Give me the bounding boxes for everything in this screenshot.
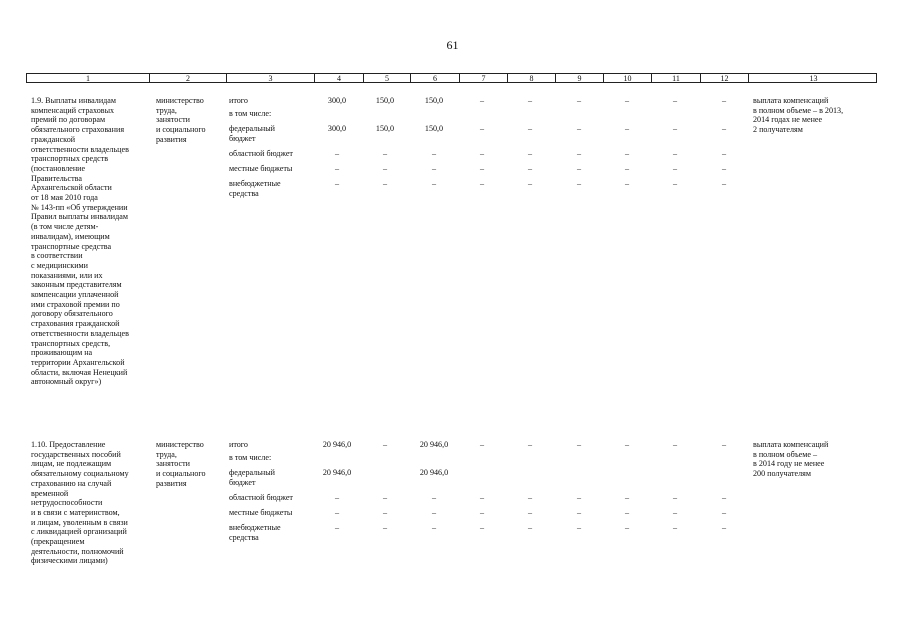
value-col-11: – <box>672 440 678 449</box>
value-col-4: – <box>334 508 340 517</box>
measure-name-line: и лицам, уволенным в связи <box>31 517 128 527</box>
funding-source-label: местные бюджеты <box>229 508 293 517</box>
measure-name-line: № 143-пп «Об утверждении <box>31 202 128 212</box>
value-col-9: – <box>576 179 582 188</box>
executor-line: и социального <box>156 125 206 135</box>
funding-source-label: внебюджетные <box>229 179 281 188</box>
value-col-7: – <box>479 149 485 158</box>
measure-name-line: с медицинскими <box>31 260 88 270</box>
column-number-8: 8 <box>508 74 556 82</box>
value-col-8: – <box>527 508 533 517</box>
value-col-9: – <box>576 96 582 105</box>
funding-source-label: бюджет <box>229 133 256 143</box>
value-col-11: – <box>672 179 678 188</box>
funding-source-label: в том числе: <box>229 109 272 118</box>
measure-name-line: договору обязательного <box>31 309 113 319</box>
column-number-3: 3 <box>227 74 315 82</box>
executor-line: министерство <box>156 440 204 449</box>
value-col-6: – <box>431 508 437 517</box>
value-col-10: – <box>624 179 630 188</box>
value-col-11: – <box>672 493 678 502</box>
value-col-11: – <box>672 96 678 105</box>
value-col-10: – <box>624 149 630 158</box>
executor-line: развития <box>156 478 187 488</box>
value-col-7: – <box>479 179 485 188</box>
executor-line: развития <box>156 134 187 144</box>
value-col-8: – <box>527 124 533 133</box>
value-col-8: – <box>527 149 533 158</box>
measure-name-line: лицам, не подлежащим <box>31 459 112 469</box>
measure-name-line: от 18 мая 2010 года <box>31 193 98 202</box>
measure-name-line: ими страховой премии по <box>31 299 120 309</box>
measure-name-line: (постановление <box>31 163 86 173</box>
measure-name-line: законным представителям <box>31 280 122 290</box>
value-col-12: – <box>721 179 727 188</box>
value-col-12: – <box>721 440 727 449</box>
value-col-8: – <box>527 440 533 449</box>
column-number-11: 11 <box>652 74 701 82</box>
funding-source-label: областной бюджет <box>229 149 293 158</box>
measure-name-line: временной <box>31 488 69 498</box>
measure-name-line: физическими лицами) <box>31 556 108 566</box>
value-col-11: – <box>672 164 678 173</box>
measure-name-line: с ликвидацией организаций <box>31 527 127 537</box>
value-col-6: – <box>431 523 437 532</box>
measure-name-line: гражданской <box>31 134 76 144</box>
page-number: 61 <box>446 38 459 52</box>
column-number-9: 9 <box>556 74 604 82</box>
column-number-10: 10 <box>604 74 652 82</box>
value-col-4: – <box>334 149 340 158</box>
funding-source-label: в том числе: <box>229 453 272 462</box>
measure-name-line: показаниями, или их <box>31 270 103 280</box>
value-col-10: – <box>624 508 630 517</box>
measure-name-line: 1.10. Предоставление <box>31 440 106 449</box>
value-col-5: – <box>382 164 388 173</box>
expected-result-line: 2 получателям <box>753 125 803 135</box>
measure-name-line: премий по договорам <box>31 115 106 125</box>
value-col-7: – <box>479 124 485 133</box>
value-col-8: – <box>527 523 533 532</box>
value-col-5: – <box>382 523 388 532</box>
funding-source-label: средства <box>229 188 259 198</box>
measure-name-line: обязательного страхования <box>31 125 125 135</box>
measure-name-line: (прекращением <box>31 537 85 546</box>
measure-name-line: инвалидам), имеющим <box>31 231 110 241</box>
measure-name-line: транспортные средства <box>31 241 112 251</box>
measure-name-line: транспортных средств <box>31 154 109 164</box>
value-col-6: – <box>431 149 437 158</box>
value-col-4: 300,0 <box>327 124 347 133</box>
value-col-8: – <box>527 493 533 502</box>
expected-result-line: выплата компенсаций <box>753 96 829 105</box>
expected-result-line: в полном объеме – <box>753 449 818 459</box>
measure-name-line: компенсаций страховых <box>31 105 115 115</box>
value-col-5: – <box>382 179 388 188</box>
value-col-9: – <box>576 440 582 449</box>
value-col-10: – <box>624 164 630 173</box>
measure-name-line: (в том числе детям- <box>31 222 99 232</box>
value-col-4: – <box>334 523 340 532</box>
value-col-9: – <box>576 493 582 502</box>
measure-name-line: компенсации уплаченной <box>31 290 119 299</box>
value-col-12: – <box>721 508 727 517</box>
executor-line: занятости <box>156 115 190 125</box>
executor-line: труда, <box>156 449 177 459</box>
value-col-5: 150,0 <box>375 124 395 133</box>
measure-name-line: Архангельской области <box>31 183 112 193</box>
column-number-6: 6 <box>411 74 460 82</box>
value-col-8: – <box>527 164 533 173</box>
expected-result-line: в 2014 году не менее <box>753 459 825 469</box>
column-number-2: 2 <box>150 74 227 82</box>
value-col-5: – <box>382 508 388 517</box>
value-col-9: – <box>576 523 582 532</box>
funding-source-label: областной бюджет <box>229 493 293 502</box>
column-number-13: 13 <box>809 74 818 83</box>
value-col-12: – <box>721 523 727 532</box>
value-col-5: – <box>382 493 388 502</box>
value-col-4: 300,0 <box>327 96 347 105</box>
value-col-4: 20 946,0 <box>322 440 352 449</box>
value-col-8: – <box>527 96 533 105</box>
value-col-7: – <box>479 440 485 449</box>
value-col-10: – <box>624 124 630 133</box>
value-col-7: – <box>479 493 485 502</box>
value-col-5: 150,0 <box>375 96 395 105</box>
measure-name-line: области, включая Ненецкий <box>31 367 128 377</box>
value-col-10: – <box>624 523 630 532</box>
measure-name-line: страхованию на случай <box>31 478 112 488</box>
funding-source-label: бюджет <box>229 477 256 487</box>
value-col-6: – <box>431 164 437 173</box>
column-number-4: 4 <box>315 74 364 82</box>
value-col-9: – <box>576 508 582 517</box>
funding-source-label: итого <box>229 96 248 105</box>
value-col-4: – <box>334 493 340 502</box>
value-col-5: – <box>382 440 388 449</box>
value-col-11: – <box>672 149 678 158</box>
value-col-10: – <box>624 440 630 449</box>
column-number-1: 1 <box>27 74 150 82</box>
expected-result-line: в полном объеме – в 2013, <box>753 105 844 115</box>
expected-result-line: 200 получателям <box>753 469 811 479</box>
value-col-11: – <box>672 508 678 517</box>
value-col-6: – <box>431 179 437 188</box>
measure-name-line: ответственности владельцев <box>31 144 129 154</box>
value-col-4: – <box>334 179 340 188</box>
executor-line: министерство <box>156 96 204 105</box>
executor-line: и социального <box>156 469 206 479</box>
expected-result-line: выплата компенсаций <box>753 440 829 449</box>
value-col-7: – <box>479 508 485 517</box>
value-col-12: – <box>721 164 727 173</box>
measure-name-line: Правил выплаты инвалидам <box>31 212 128 222</box>
value-col-12: – <box>721 493 727 502</box>
value-col-9: – <box>576 124 582 133</box>
column-number-5: 5 <box>364 74 411 82</box>
value-col-11: – <box>672 523 678 532</box>
measure-name-line: Правительства <box>31 173 82 183</box>
measure-name-line: ответственности владельцев <box>31 328 129 338</box>
value-col-12: – <box>721 124 727 133</box>
value-col-9: – <box>576 164 582 173</box>
value-col-4: 20 946,0 <box>322 468 352 477</box>
measure-name-line: государственных пособий <box>31 449 121 459</box>
funding-source-label: внебюджетные <box>229 523 281 532</box>
value-col-4: – <box>334 164 340 173</box>
value-col-5: – <box>382 149 388 158</box>
measure-name-line: страхования гражданской <box>31 319 120 329</box>
funding-source-label: итого <box>229 440 248 449</box>
measure-name-line: автономный округ») <box>31 377 102 387</box>
value-col-7: – <box>479 523 485 532</box>
column-number-header-row <box>26 73 877 83</box>
value-col-12: – <box>721 149 727 158</box>
funding-source-label: средства <box>229 532 259 542</box>
measure-name-line: территории Архангельской <box>31 357 125 367</box>
value-col-10: – <box>624 493 630 502</box>
value-col-9: – <box>576 149 582 158</box>
funding-source-label: федеральный <box>229 124 275 133</box>
executor-line: труда, <box>156 105 177 115</box>
value-col-8: – <box>527 179 533 188</box>
measure-name-line: деятельности, полномочий <box>31 546 124 556</box>
measure-name-line: транспортных средств, <box>31 338 111 348</box>
executor-line: занятости <box>156 459 190 469</box>
column-number-7: 7 <box>460 74 508 82</box>
column-number-12: 12 <box>701 74 749 82</box>
value-col-6: 20 946,0 <box>419 440 449 449</box>
value-col-12: – <box>721 96 727 105</box>
value-col-7: – <box>479 164 485 173</box>
value-col-6: 150,0 <box>424 96 444 105</box>
value-col-11: – <box>672 124 678 133</box>
funding-source-label: федеральный <box>229 468 275 477</box>
measure-name-line: обязательному социальному <box>31 469 129 479</box>
funding-source-label: местные бюджеты <box>229 164 293 173</box>
measure-name-line: в соответствии <box>31 251 83 261</box>
value-col-10: – <box>624 96 630 105</box>
value-col-6: 150,0 <box>424 124 444 133</box>
measure-name-line: проживающим на <box>31 348 93 358</box>
value-col-6: 20 946,0 <box>419 468 449 477</box>
value-col-7: – <box>479 96 485 105</box>
value-col-6: – <box>431 493 437 502</box>
measure-name-line: нетрудоспособности <box>31 498 103 508</box>
expected-result-line: 2014 годах не менее <box>753 115 823 125</box>
measure-name-line: 1.9. Выплаты инвалидам <box>31 96 116 105</box>
measure-name-line: и в связи с материнством, <box>31 507 120 517</box>
